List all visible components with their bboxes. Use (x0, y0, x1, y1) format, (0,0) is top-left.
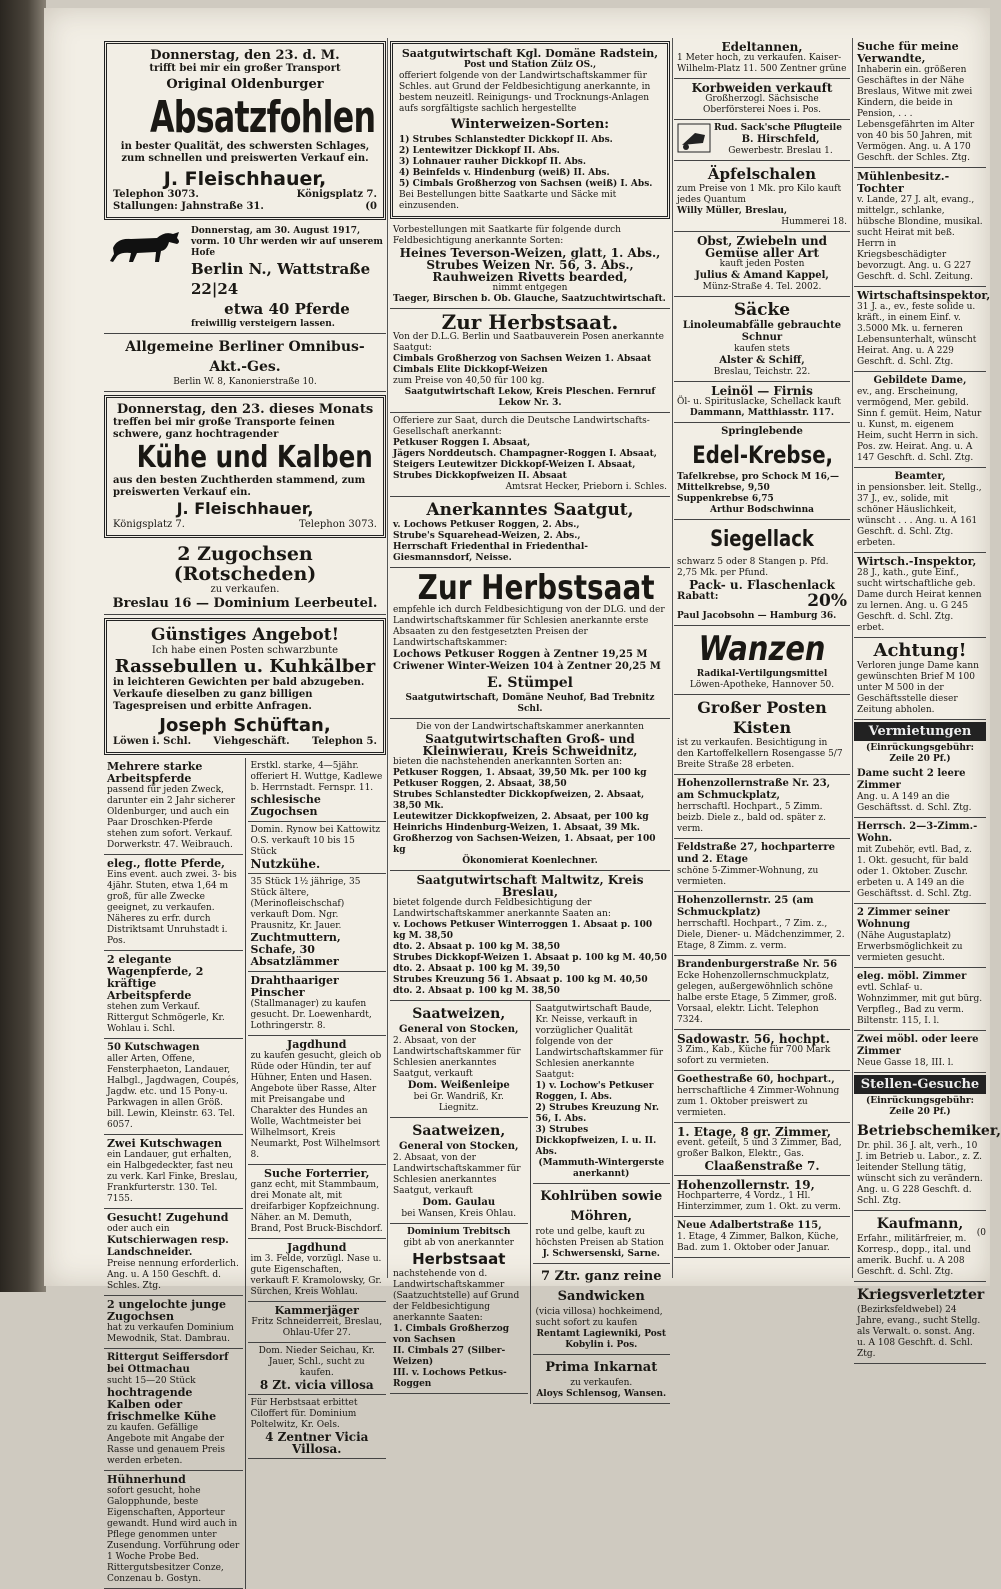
ad-headline: Säcke (733, 300, 791, 320)
ad-name: Joseph Schüftan, (159, 715, 331, 736)
ad-line: v. Lochows Petkuser Roggen, 2. Abs., (393, 520, 580, 530)
ad-discount-value: 20% (807, 591, 847, 611)
ad-name: Taeger, Birschen b. Ob. Glauche, Saatzuchtwirtschaft. (393, 294, 666, 304)
small-ad-title: Suche Forterrier, (264, 1167, 370, 1180)
ad-taeger (390, 222, 670, 309)
ad-line: 1. Cimbals Großherzog von Sachsen (393, 1324, 510, 1345)
ad-text: 1. Etage, 4 Zimmer, Balkon, Küche, Bad. zum 1. Oktober oder Januar. (677, 1232, 839, 1253)
ad-text: Großherzogl. Sächsische Oberförsterei Noes i. Pos. (702, 94, 822, 115)
ad-name: B. Hirschfeld, (741, 134, 820, 145)
ad-text: in pensionsber. leit. Stellg., 37 J., ev., solide, mit schöner Häuslichkeit, wünscht . . . Ang. u. A 161 Geschft. d. Schl. Ztg. erbeten. (857, 483, 982, 548)
ad-friedenthal (390, 497, 670, 568)
ad-text: ist zu verkaufen. Besichtigung in den Kartoffelkellern Rosengasse 5/7 (677, 738, 843, 759)
small-ad-text: Domin. Rynow bei Kattowitz O.S. verkauft 10 bis 15 Stück (250, 825, 381, 857)
ad-headline: Beamter, (894, 471, 946, 482)
ad-text: Erfahr., militärfreier, m. Korresp., dopp., ital. und amerik. Buchf. u. A 208 Geschft. d. Schl. Ztg. (857, 1234, 971, 1277)
ad-footer: Saatgutwirtschaft Lekow, Kreis Pleschen. Fernruf Lekow Nr. 3. (404, 387, 656, 408)
ad-headline: Kohlrüben sowie Möhren, (540, 1189, 663, 1224)
small-ad-text: 35 Stück 1½ jährige, 35 Stück ältere, (Merinofleischschaf) verkauft Dom. Ngr. Prausnitz, Kr. Jauer. (250, 877, 361, 931)
small-ad-text: Erstkl. starke, 4—5jähr. offeriert H. Wuttge, Kadlewe b. Herrnstadt. Fernspr. 11. (250, 761, 383, 793)
ad-line: Lochows Petkuser Roggen à Zentner 19,25 M (393, 649, 648, 660)
ad-headline: Dame sucht 2 leere Zimmer (857, 768, 966, 791)
ad-list-item: Petkuser Roggen, 2. Absaat, 38,50 (393, 779, 567, 789)
small-ad-text: sofort gesucht, hohe Galopphunde, beste Eigenschaften, Apporteur gewandt. Hund wird auch in Pflege genommen unter Zusendung. Vorführung oder 1 Woche Probe Bed. Rittergutsbesitzer Conze, Conzenau b. Gostyn. (107, 1486, 240, 1584)
ad-text: Radikal-Vertilgungsmittel (696, 669, 828, 679)
ad-headline: Wanzen (698, 629, 826, 669)
ad-name: Julius & Amand Kappel, (695, 270, 829, 281)
small-ads-right (246, 758, 387, 1589)
small-ad-text: Dom. Nieder Seichau, Kr. Jauer, Schl., sucht zu kaufen. (258, 1346, 375, 1378)
ad-headline: Winterweizen-Sorten: (450, 117, 610, 132)
ad-line: freiwillig versteigern lassen. (191, 319, 335, 329)
ad-phone: Telephon 3073. (298, 519, 377, 530)
ad-headline: Zwei möbl. oder leere Zimmer (857, 1034, 979, 1057)
small-ads-grid (104, 758, 386, 1589)
ad-list-item: 3) Lohnauer rauher Dickkopf II. Abs. (399, 157, 586, 167)
ad-headline-2: Edel-Krebse, (692, 441, 834, 469)
small-ad-title: Kammerjäger (274, 1304, 359, 1317)
ad-line: gibt ab von anerkannter (403, 1238, 514, 1248)
ad-name: J. Fleischhauer, (163, 168, 327, 190)
ad-list-item: 1) v. Lochow's Petkuser Roggen, I. Abs. (535, 1081, 654, 1102)
ad-address: Breslau, Teichstr. 22. (713, 367, 811, 377)
ad-headline: Zur Herbstsaat (417, 568, 655, 608)
small-ad-text: passend für jeden Zweck, darunter ein 2 Jahr sicherer Oldenburger, und auch ein Paar Droschken-Pferde stehen zum sofort. Verkauf. Dorwerkstr. 47. Weibrauch. (107, 785, 236, 850)
ad-text: zum Preise von 1 Mk. pro Kilo kauft jedes Quantum (677, 184, 842, 205)
ad-price: zum Preise von 40,50 für 100 kg. (393, 376, 545, 386)
ad-line: General von Stocken, (399, 1024, 519, 1035)
ad-phone: Telephon 3073. (113, 189, 199, 200)
small-ad-text: ganz echt, mit Stammbaum, drei Monate alt, mit dreifarbiger Kopfzeichnung. Näher. an M. Demuth, Brand, Post Bruck-Bischdorf. (250, 1180, 383, 1234)
ad-headline: Saatweizen, (412, 1006, 506, 1022)
ad-text: nachstehende von d. Landwirtschaftskammer (Saatzuchtstelle) auf Grund der Feldbesichtigung anerkannte Saaten: (393, 1269, 520, 1323)
ad-text: (Bezirksfeldwebel) 24 Jahre, evang., sucht Stellg. als Verwalt. o. sonst. Ang. u. A 108 Geschft. d. Schl. Ztg. (857, 1305, 981, 1359)
ad-headline: Saatgutwirtschaft Maltwitz, Kreis Breslau, (416, 873, 644, 899)
small-ad-text: aller Arten, Offene, Fensterphaeton, Landauer, Halbgl., Jagdwagen, Coupés, Jagdw. etc. und 15 Pony-u. Parkwagen in allen Größ. bill. Lewin, Kleinstr. 63. Tel. 6057. (107, 1054, 239, 1130)
ad-headline: Hohenzollernstraße Nr. 23, am Schmuckplatz, (677, 778, 831, 801)
small-ad-text: zu kaufen gesucht, gleich ob Rüde oder Hündin, ter auf Hühner, Enten und Hasen. Angebote über Rasse, Alter mit Preisangabe und Charakter des Hundes an Wolle, Wachtmeister bei Wilhelmsort, Kreis Neumarkt, Post Wilhelmsort 8. (250, 1051, 382, 1160)
ad-text: Verloren junge Dame kann gewünschten Brief M 100 unter M 500 in der Geschäftsstelle dieser Zeitung abholen. (857, 661, 979, 715)
ad-headline: Herbstsaat (412, 1250, 506, 1268)
ad-text: bieten die nachstehenden anerkannten Sorten an: (393, 757, 623, 767)
ad-headline: 2 Zugochsen (Rotscheden) (173, 543, 317, 585)
ad-headline: Obst, Zwiebeln und Gemüse aller Art (696, 234, 828, 260)
small-ad-text: oder auch ein (107, 1224, 170, 1234)
ad-list-item: 2) Lentewitzer Dickkopf II. Abs. (399, 146, 560, 156)
ad-hecker (390, 413, 670, 497)
ad-line: Cimbals Elite Dickkopf-Weizen (393, 365, 548, 375)
column-rule (672, 38, 673, 1278)
column-rule (852, 38, 853, 1278)
ad-list-item: Steigers Leutewitzer Dickkopf-Weizen I. Absaat, (393, 460, 636, 470)
ad-zugochsen (104, 541, 386, 615)
ad-text: v. Lande, 27 J. alt, evang., mittelgr., schlanke, hübsche Blondine, musikal. sucht Heirat mit beß. Herrn in Kriegsbeschädigter bevorzugt. Ang. u. G 227 Geschft. d. Schl. Zeitung. (857, 195, 983, 282)
small-ad-title: 50 Kutschwagen (107, 1042, 200, 1053)
ad-headline: 7 Ztr. ganz reine Sandwicken (541, 1269, 662, 1304)
ad-address: Königsplatz 7. (296, 189, 377, 200)
ad-line: Rauhweizen Rivetts bearded, (432, 270, 628, 284)
ad-list-item: Jägers Norddeutsch. Champagner-Roggen I. Absaat, (393, 449, 657, 459)
ad-name: Alster & Schiff, (719, 355, 805, 366)
ad-headline: Kaufmann, (876, 1216, 964, 1232)
ad-headline: Wirtschaftsinspektor, (857, 289, 991, 302)
ad-rassebullen (104, 618, 386, 755)
ad-line: Criwener Winter-Weizen 104 à Zentner 20,25 M (393, 661, 661, 672)
ad-title: Saatgutwirtschaft Kgl. Domäne Radstein, (401, 47, 659, 60)
ad-line: nimmt entgegen (492, 283, 568, 293)
ad-name: Aloys Schlensog, Wansen. (536, 1389, 667, 1399)
ad-headline: 1. Etage, 8 gr. Zimmer, (677, 1125, 832, 1139)
col2-left (390, 1001, 531, 1404)
ad-footer: III. v. Lochows Petkus-Roggen (393, 1368, 507, 1389)
ad-name: Dammann, Matthiasstr. 117. (689, 408, 835, 418)
ad-kuehe-kalben (104, 395, 386, 538)
ad-line: Post und Station Zülz OS., (463, 60, 597, 70)
ad-headline: Suche für meine Verwandte, (857, 40, 959, 65)
ad-footer: Ökonomierat Koenlechner. (462, 856, 598, 866)
ad-line: Original Oldenburger (166, 77, 324, 92)
ad-address: Gewerbestr. Breslau 1. (728, 146, 833, 156)
small-ad-title: hochtragende Kalben oder frischmelke Kühe (107, 1386, 217, 1423)
ad-headline: Goethestraße 60, hochpart., (677, 1074, 835, 1085)
small-ad-text: zu kaufen. Gefällige Angebote mit Angabe der Rasse und genauem Preis werden erbeten. (107, 1423, 225, 1466)
ad-line: Heines Teverson-Weizen, glatt, 1. Abs., (399, 246, 661, 260)
ad-place: Breslau 16 — Dominium Leerbeutel. (112, 596, 378, 611)
small-ad-text: Eins event. auch zwei. 3- bis 4jähr. Stuten, etwa 1,64 m groß, für alle Zwecke geeignet, zu verkaufen. Näheres zu erfr. durch Distriktsamt Unruhstadt i. Pos. (107, 870, 237, 946)
ad-name: E. Stümpel (486, 675, 573, 691)
ad-line: treffen bei mir große Transporte feinen schwere, ganz hochtragender (113, 417, 335, 440)
ad-text: (vicia villosa) hochkeimend, sucht sofort zu kaufen (535, 1307, 663, 1328)
small-ad-text: ein Landauer, gut erhalten, ein Halbgedeckter, fast neu zu verk. Karl Finke, Breslau, Frankfurterstr. 130. Tel. 7155. (107, 1150, 238, 1204)
ad-text: 1 Meter hoch, zu verkaufen. Kaiser-Wilhelm-Platz 11. 500 Zentner grüne (677, 53, 847, 74)
small-ad-title: Mehrere starke Arbeitspferde (107, 760, 203, 785)
ad-list-item: 1) Strubes Schlanstedter Dickkopf II. Abs. (399, 135, 613, 145)
ad-address: Berlin W. 8, Kanonierstraße 10. (173, 377, 317, 387)
ad-headline: Feldstraße 27, hochparterre und 2. Etage (677, 842, 835, 865)
ad-list-item: Petkuser Roggen I. Absaat, (393, 438, 531, 448)
ad-text: mit Zubehör, evtl. Bad, z. 1. Okt. gesucht, für bald oder 1. Oktober. Zuschr. erbeten u. A 149 an die Geschäftsst. d. Schl. Ztg. (857, 845, 972, 899)
ad-headline: 2 Zimmer seiner Wohnung (857, 907, 950, 930)
ad-text: schwarz 5 oder 8 Stangen p. Pfd. 2,75 Mk. per Pfund. (677, 557, 829, 578)
ad-text: 31 J. a., ev., feste solide u. kräft., in einem Einf. v. 3.5000 Mk. u. ferneren Lebensunterhalt, wünscht Heirat. Ang. u. A 229 Geschft. d. Schl. Ztg. (857, 302, 977, 367)
ad-text: herrschaftliche 4 Zimmer-Wohnung zum 1. Oktober preiswert zu vermieten. (677, 1086, 840, 1118)
ad-headline: Claaßenstraße 7. (704, 1159, 820, 1173)
ad-text: Hochparterre, 4 Vordz., 1 Hl. Hinterzimmer, zum 1. Okt. zu verm. (677, 1191, 841, 1212)
small-ad-title: Zwei Kutschwagen (107, 1137, 223, 1150)
ad-city: Berlin N., Wattstraße 22|24 (191, 260, 371, 298)
ad-text: Von der D.L.G. Berlin und Saatbauverein Posen anerkannte Saatgut: (393, 332, 664, 353)
ad-list-item: Suppenkrebse 6,75 (677, 494, 774, 504)
ad-line: zum schnellen und preiswerten Verkauf ein. (121, 153, 369, 164)
ad-line: Donnerstag, am 30. August 1917, vorm. 10 Uhr werden wir auf unserem Hofe (191, 226, 383, 258)
ad-place: Löwen i. Schl. (113, 736, 192, 747)
ad-company: Allgemeine Berliner Omnibus-Akt.-Ges. (125, 339, 365, 375)
ad-line: Strube's Squarehead-Weizen, 2. Abs., (393, 531, 581, 541)
small-ad-title: Gesucht! Zugehund (107, 1211, 229, 1224)
ad-headline-2: Rassebullen u. Kuhkälber (114, 656, 376, 677)
ad-count: etwa 40 Pferde (224, 300, 350, 318)
ad-text: schöne 5-Zimmer-Wohnung, zu vermieten. (677, 866, 819, 887)
ad-omnibus (104, 223, 386, 334)
ad-text: kaufen stets (734, 344, 790, 354)
ad-line: Cimbals Großherzog von Sachsen Weizen 1. Absaat (393, 354, 652, 364)
ad-headline: Äpfelschalen (707, 165, 817, 183)
ad-omnibus-company (104, 334, 386, 392)
horse-icon (107, 226, 187, 266)
ad-text: 3 Zim., Kab., Küche für 700 Mark sofort zu vermieten. (677, 1045, 831, 1066)
ad-list-item: Mittelkrebse, 9,50 (677, 483, 770, 493)
ad-title: Rud. Sack'sche Pflugteile (714, 123, 842, 133)
ad-text: (Nähe Augustaplatz) Erwerbsmöglichkeit zu vermieten gesucht. (857, 931, 963, 963)
ad-headline: Siegellack (710, 527, 814, 552)
column-3 (674, 38, 850, 1278)
small-ads-left (104, 758, 246, 1589)
ad-phone: Telephon 5. (312, 736, 377, 747)
ad-headline: Zur Herbstsaat. (441, 310, 619, 334)
ad-text: Saatgutwirtschaft Baude, Kr. Neisse, verkauft in vorzüglicher Qualität folgende von der Landwirtschaftskammer für Schlesien anerkannte Saatgut: (535, 1004, 664, 1080)
ad-place: bei Wansen, Kreis Ohlau. (401, 1209, 517, 1219)
ad-line: Strubes Weizen Nr. 56, 3. Abs., (426, 258, 634, 272)
ad-address: Münz-Straße 4. Tel. 2002. (702, 282, 822, 292)
small-ad-title: 2 ungelochte junge Zugochsen (107, 1298, 226, 1323)
small-ad-title: Kutschierwagen resp. Landschneider. (107, 1235, 229, 1258)
ad-text: herrschaftl. Hochpart., 7 Zim. z., Diele, Diener- u. Mädchenzimmer, 2. Etage, 8 Zimm. z. verm. (677, 919, 845, 951)
ad-line: Die von der Landwirtschaftskammer anerkannten (416, 722, 644, 732)
small-ad-title: Rittergut Seiffersdorf bei Ottmachau (107, 1352, 229, 1375)
small-ad-title: 8 Zt. vicia villosa (259, 1378, 374, 1392)
ad-text: Ecke Hohenzollernschmuckplatz, gelegen, außergewöhnlich schöne halbe erste Etage, 5 Zimmer, groß. Vorsaal, elektr. Licht. Telephon 7324. (677, 971, 837, 1025)
ad-line: Linoleumabfälle gebrauchte Schnur (682, 320, 842, 343)
ad-headline: Großer Posten Kisten (697, 698, 827, 737)
ad-line: zu verkaufen. (210, 584, 280, 595)
ad-wierau (390, 719, 670, 871)
plough-icon (677, 123, 711, 153)
ad-name: Dom. Gaulau (422, 1197, 496, 1208)
ad-text: kauft jeden Posten (719, 259, 805, 269)
small-ad-title: 2 elegante Wagenpferde, 2 kräftige Arbeitspferde (107, 953, 204, 1002)
ad-stuempel (390, 568, 670, 719)
ad-text: offeriert folgende von der Landwirtschaftskammer für Schles. aut Grund der Feldbesichtigung anerkannte, in bestem neuzeitl. Reinigungs- und Trocknungs-Anlagen aufs sorgfältigste sachlich hergestellte (399, 71, 651, 114)
ad-text: Öl- u. Spirituslacke, Schellack kauft (677, 397, 841, 407)
ad-headline: Herrsch. 2—3-Zimm.-Wohn. (857, 821, 978, 844)
ad-headline: Springlebende (721, 426, 803, 437)
ad-text: 28 J., kath., gute Einf., sucht wirtschaftliche geb. Dame durch Heirat kennen zu lernen. Ang. u. G 245 Geschft. d. Schl. Ztg. erbet. (857, 568, 982, 633)
ad-text: Vorbestellungen mit Saatkarte für folgende durch Feldbesichtigung anerkannte Sorten: (393, 225, 621, 246)
ad-footer: (Mammuth-Wintergerste anerkannt) (538, 1158, 665, 1179)
ad-text: event. geteilt, 5 und 3 Zimmer, Bad, großer Balkon, Elektr., Gas. (677, 1138, 842, 1159)
ad-list-item: 3) Strubes Dickkopfweizen, I. u. II. Abs. (535, 1125, 657, 1157)
section-fee: (Einrückungsgebühr: Zeile 20 Pf.) (866, 1096, 974, 1117)
ad-line: trifft bei mir ein großer Transport (149, 63, 341, 74)
small-ad-text: Fritz Schneiderreit, Breslau, Ohlau-Ufer 27. (251, 1317, 383, 1338)
ad-headline: Betriebschemiker, (857, 1123, 1001, 1139)
ad-headline: Hohenzollernstr. 25 (am Schmuckplatz) (677, 895, 814, 918)
ad-address: Breite Straße 28 erbeten. (677, 760, 795, 770)
ad-name: Paul Jacobsohn — Hamburg 36. (677, 611, 837, 621)
ad-footer: Amtsrat Hecker, Prieborn i. Schles. (505, 482, 667, 492)
ad-place: bei Gr. Wandriß, Kr. Liegnitz. (413, 1092, 504, 1113)
newspaper-page (44, 8, 1001, 1584)
ad-headline: Sadowastr. 56, hochpt. (677, 1032, 830, 1046)
col2-split (390, 1001, 670, 1404)
ad-place: Saatgutwirtschaft, Domäne Neuhof, Bad Trebnitz Schl. (405, 693, 655, 714)
small-ad-text: Preise nennung erforderlich. Ang. u. A 150 Geschft. d. Schles. Ztg. (107, 1259, 239, 1291)
small-ad-title: Jagdhund (287, 1241, 347, 1254)
ad-headline: Saatgutwirtschaften Groß- und Kleinwierau, Kreis Schweidnitz, (422, 732, 638, 758)
small-ad-title: Drahthaariger Pinscher (250, 974, 339, 999)
small-ad-title: 4 Zentner Vicia Villosa. (265, 1430, 369, 1456)
ad-text: 2. Absaat, von der Landwirtschaftskammer für Schlesien anerkanntes Saatgut, verkauft (393, 1153, 521, 1196)
ad-text: zu verkaufen. (570, 1378, 633, 1388)
ad-text: bietet folgende durch Feldbesichtigung der Landwirtschaftskammer anerkannte Saaten an: (393, 898, 611, 919)
ad-list-item: v. Lochows Petkuser Winterroggen 1. Absaat p. 100 kg M. 38,50 (393, 920, 653, 941)
ad-list-item: 2) Strubes Kreuzung Nr. 56, I. Abs. (535, 1103, 660, 1124)
ad-list-item: Petkuser Roggen, 1. Absaat, 39,50 Mk. per 100 kg (393, 768, 647, 778)
ad-text: herrschaftl. Hochpart., 5 Zimm. beizb. Diele z., bald od. später z. verm. (677, 802, 826, 834)
ad-date: Donnerstag, den 23. d. M. (150, 48, 340, 63)
small-ad-title: Zuchtmuttern, Schafe, 30 Absatzlämmer (250, 931, 341, 968)
ad-headline: Neue Adalbertstraße 115, (677, 1220, 822, 1231)
ad-ref: (0 (365, 201, 377, 212)
small-ad-title: Jagdhund (287, 1038, 347, 1051)
ad-radstein (390, 41, 670, 219)
ad-list-item: dto. 2. Absaat p. 100 kg M. 39,50 (393, 964, 560, 974)
section-fee: (Einrückungsgebühr: Zeile 20 Pf.) (866, 743, 974, 764)
small-ad-text: Für Herbstsaat erbittet Ciloffert für. Dominium Poltelwitz, Kr. Oels. (250, 1398, 358, 1430)
ad-name: J. Schwersenski, Sarne. (542, 1249, 660, 1259)
ad-list-item: Strubes Dickkopfweizen II. Absaat (393, 471, 567, 481)
ad-headline: Saatweizen, (412, 1123, 506, 1139)
ad-stables: Stallungen: Jahnstraße 31. (113, 201, 264, 212)
small-ad-text: sucht 15—20 Stück (107, 1376, 196, 1386)
ad-text: Dr. phil. 36 J. alt, verh., 10 J. im Betrieb u. Labor., z. Z. leitender Stellung tätig, wünscht sich zu verändern. Ang. u. G 228 Geschft. d. Schl. Ztg. (857, 1141, 983, 1206)
ad-headline: Gebildete Dame, (873, 375, 967, 386)
ad-list-item: dto. 2. Absaat p. 100 kg M. 38,50 (393, 986, 560, 996)
ad-list-item: Leutewitzer Dickkopfweizen, 2. Absaat, per 100 kg (393, 812, 649, 822)
small-ad-title: Nutzkühe. (250, 857, 321, 871)
section-banner-vermietungen: Vermietungen (854, 722, 986, 741)
ad-headline: Wirtsch.-Inspektor, (857, 555, 977, 568)
ad-date: Donnerstag, den 23. dieses Monats (116, 402, 374, 417)
ad-list-item: Tafelkrebse, pro Schock M 16,— (677, 472, 840, 482)
ad-line: Herrschaft Friedenthal in Friedenthal-Giesmannsdorf, Neisse. (393, 542, 589, 563)
ad-name: J. Fleischhauer, (176, 499, 314, 518)
ad-list-item: Heinrichs Hindenburg-Weizen, 1. Absaat, 39 Mk. (393, 823, 640, 833)
ad-headline: Hohenzollernstr. 19, (677, 1178, 815, 1192)
ad-headline: Absatzfohlen (149, 92, 376, 143)
ad-headline: Prima Inkarnat (545, 1360, 658, 1375)
ad-line: in bester Qualität, des schwersten Schlages, (120, 141, 370, 152)
ad-headline: Achtung! (873, 640, 967, 661)
ad-text: in leichteren Gewichten per bald abzugeben. Verkaufe dieselben zu ganz billigen Tagespreisen und erbitte Anfragen. (113, 677, 365, 712)
ad-line: II. Cimbals 27 (Silber-Weizen) (393, 1346, 506, 1367)
ad-text: Neue Gasse 18, III. l. (857, 1058, 954, 1068)
ad-address: Löwen-Apotheke, Hannover 50. (689, 680, 835, 690)
ad-discount-label: Rabatt: (677, 591, 719, 602)
ad-list-item: Großherzog von Sachsen-Weizen, 1. Absaat, per 100 kg (393, 834, 656, 855)
ad-line: Ich habe einen Posten schwarzbunte (151, 645, 339, 656)
small-ad-text: im 3. Felde, vorzügl. Nase u. gute Eigenschaften, verkauft F. Kramolowsky, Gr. Sürchen, Kreis Wohlau. (250, 1254, 382, 1297)
ad-headline: Günstiges Angebot! (150, 625, 340, 645)
ad-list-item: 5) Cimbals Großherzog von Sachsen (weiß) I. Abs. (399, 179, 653, 189)
ad-headline: Edeltannen, (721, 40, 803, 54)
ad-list-item: Strubes Dickkopf-Weizen 1. Absaat p. 100 kg M. 40,50 (393, 953, 667, 963)
section-banner-stellen-gesuche: Stellen-Gesuche (854, 1075, 986, 1094)
ad-headline-2: Pack- u. Flaschenlack (689, 578, 835, 592)
ad-maltwitz (390, 871, 670, 1001)
ad-headline: Kriegsverletzter (857, 1287, 985, 1303)
column-4 (854, 38, 1001, 1359)
margin-note: (0 (976, 1228, 986, 1238)
ad-lekow (390, 309, 670, 413)
ad-text: Inhaberin ein. größeren Geschäftes in der Nähe Breslaus, Witwe mit zwei Kindern, die beide in Pension, . . . Lebensgefährten im Alter von 40 bis 50 Jahren, mit Vermögen. Ang. u. A 170 Geschft. der Schles. Ztg. (857, 65, 975, 163)
small-ad-text: stehen zum Verkauf. Rittergut Schmögerle, Kr. Wohlau i. Schl. (107, 1002, 225, 1034)
column-rule (387, 38, 388, 1278)
book-spine (0, 0, 46, 1292)
ad-headline: Mühlenbesitz.-Tochter (857, 170, 950, 195)
small-ad-title: schlesische Zugochsen (250, 793, 321, 818)
small-ad-title: eleg., flotte Pferde, (107, 857, 225, 870)
col2-right (531, 1001, 671, 1404)
ad-name: Dom. Weißenleipe (407, 1080, 510, 1091)
ad-text: Offeriere zur Saat, durch die Deutsche Landwirtschafts-Gesellschaft anerkannt: (393, 416, 650, 437)
ad-footer: Bei Bestellungen bitte Saatkarte und Säcke mit einzusenden. (399, 190, 617, 211)
ad-text: rote und gelbe, kauft zu höchsten Preisen ab Station (535, 1227, 664, 1248)
ad-trade: Viehgeschäft. (213, 736, 290, 747)
ad-text: ev., ang. Erscheinung, vermögend, Mer. gebild. Sinn f. gemüt. Heim, Natur u. Kunst, m. eigenem Heim, sucht Herrn in sich. Pos. zw. Heirat. Ang. u. A 147 Geschft. d. Schl. Ztg. (857, 387, 982, 463)
ad-name: Arthur Bodschwinna (710, 505, 814, 515)
ad-headline: eleg. möbl. Zimmer (857, 971, 967, 982)
ad-name: Dominium Trebitsch (407, 1227, 511, 1237)
ad-headline: Anerkanntes Saatgut, (426, 500, 634, 520)
ad-absatzfohlen (104, 41, 386, 220)
small-ad-text: (Stallmanager) zu kaufen gesucht. Dr. Loewenhardt, Lothringerstr. 8. (250, 999, 372, 1031)
ad-headline: Leinöl — Firnis (711, 384, 813, 398)
ad-list-item: 4) Beinfelds v. Hindenburg (weiß) II. Abs. (399, 168, 610, 178)
ad-headline: Korbweiden verkauft (691, 81, 833, 95)
ad-text: Ang. u. A 149 an die Geschäftsst. d. Schl. Ztg. (857, 792, 972, 813)
ad-line: aus den besten Zuchtherden stammend, zum preiswerten Verkauf ein. (113, 475, 366, 498)
ad-line: General von Stocken, (399, 1141, 519, 1152)
ad-list-item: dto. 2. Absaat p. 100 kg M. 38,50 (393, 942, 560, 952)
ad-text: 2. Absaat, von der Landwirtschaftskammer für Schlesien anerkanntes Saatgut, verkauft (393, 1036, 521, 1079)
small-ad-text: hat zu verkaufen Dominium Mewodnik, Stat. Dambrau. (107, 1323, 234, 1344)
ad-text: evtl. Schlaf- u. Wohnzimmer, mit gut bürg. Verpfleg., Bad zu verm. Biltenstr. 115, I. l. (857, 983, 983, 1026)
small-ad-title: Hühnerhund (107, 1473, 186, 1486)
ad-name: Willy Müller, Breslau, (677, 206, 788, 216)
ad-headline: Kühe und Kalben (136, 440, 373, 475)
column-2 (390, 38, 670, 1399)
ad-list-item: Strubes Schlanstedter Dickkopfweizen, 2. Absaat, 38,50 Mk. (393, 790, 645, 811)
ad-list-item: Strubes Kreuzung 56 1. Absaat p. 100 kg M. 40,50 (393, 975, 648, 985)
column-1 (104, 38, 386, 1584)
ad-headline: Brandenburgerstraße Nr. 56 (677, 959, 838, 970)
ad-name: Rentamt Lagiewniki, Post Kobylin i. Pos. (536, 1329, 667, 1350)
ad-address: Königsplatz 7. (113, 519, 185, 530)
ad-address: Hummerei 18. (781, 217, 847, 227)
ad-text: empfehle ich durch Feldbesichtigung von der DLG. und der Landwirtschaftskammer für Schlesien anerkannte erste Absaaten zu den festgesetzten Preisen der Landwirtschaftskammer: (393, 605, 665, 648)
